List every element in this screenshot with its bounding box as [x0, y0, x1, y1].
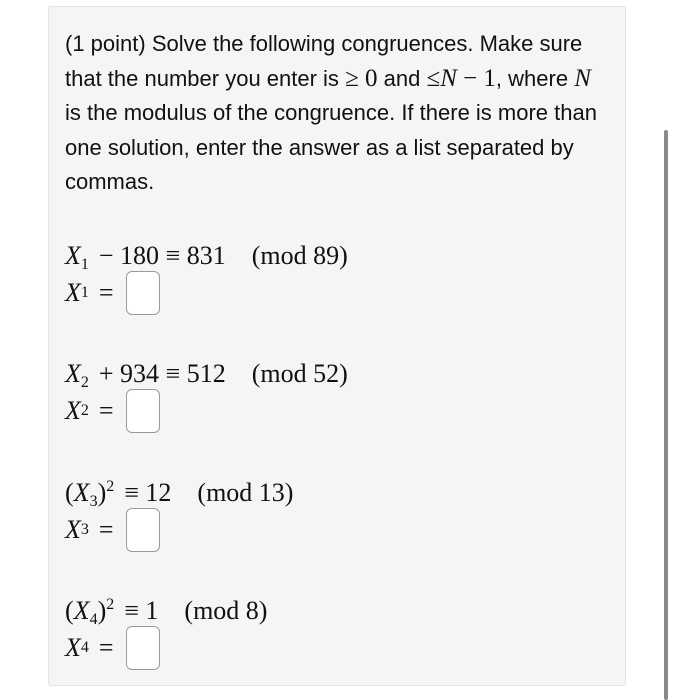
- problem-card: [48, 6, 626, 686]
- instructions-text-1: (1 point) Solve the following congruences. Make sure that the number you enter is: [65, 31, 583, 91]
- congruence-problem-4: [65, 585, 585, 671]
- ge-zero: ≥ 0: [345, 64, 378, 92]
- congruence-equation: $X_2 + 934 \equiv 512$ (mod 52): [65, 359, 348, 391]
- modulus-var-2: N: [574, 64, 591, 92]
- modulus-var: N: [440, 64, 457, 92]
- minus-one: − 1: [463, 64, 496, 92]
- instructions-where: , where: [495, 65, 569, 91]
- answer-row: X 4 =: [65, 625, 585, 671]
- congruence-equation: $(X_3)^2 \equiv 12$ (mod 13): [65, 478, 294, 510]
- answer-input-x1[interactable]: [126, 271, 160, 315]
- le-symbol: ≤: [426, 64, 441, 92]
- congruence-problem-2: [65, 348, 585, 434]
- congruence-equation: $X_1 - 180 \equiv 831$ (mod 89): [65, 241, 348, 273]
- congruence-equation: $(X_4)^2 \equiv 1$ (mod 8): [65, 596, 268, 628]
- answer-row: X 3 =: [65, 507, 585, 553]
- problem-instructions: [65, 27, 605, 200]
- answer-row: X 1 =: [65, 270, 585, 316]
- answer-input-x4[interactable]: [126, 626, 160, 670]
- congruence-problem-1: [65, 230, 585, 316]
- vertical-scrollbar[interactable]: [664, 130, 668, 700]
- answer-row: X 2 =: [65, 388, 585, 434]
- answer-input-x2[interactable]: [126, 389, 160, 433]
- instructions-text-2: is the modulus of the congruence. If there is more than one solution, enter the answer as a list separated by commas.: [65, 100, 597, 194]
- instructions-and: and: [383, 65, 421, 91]
- congruence-problem-3: [65, 467, 585, 553]
- answer-input-x3[interactable]: [126, 508, 160, 552]
